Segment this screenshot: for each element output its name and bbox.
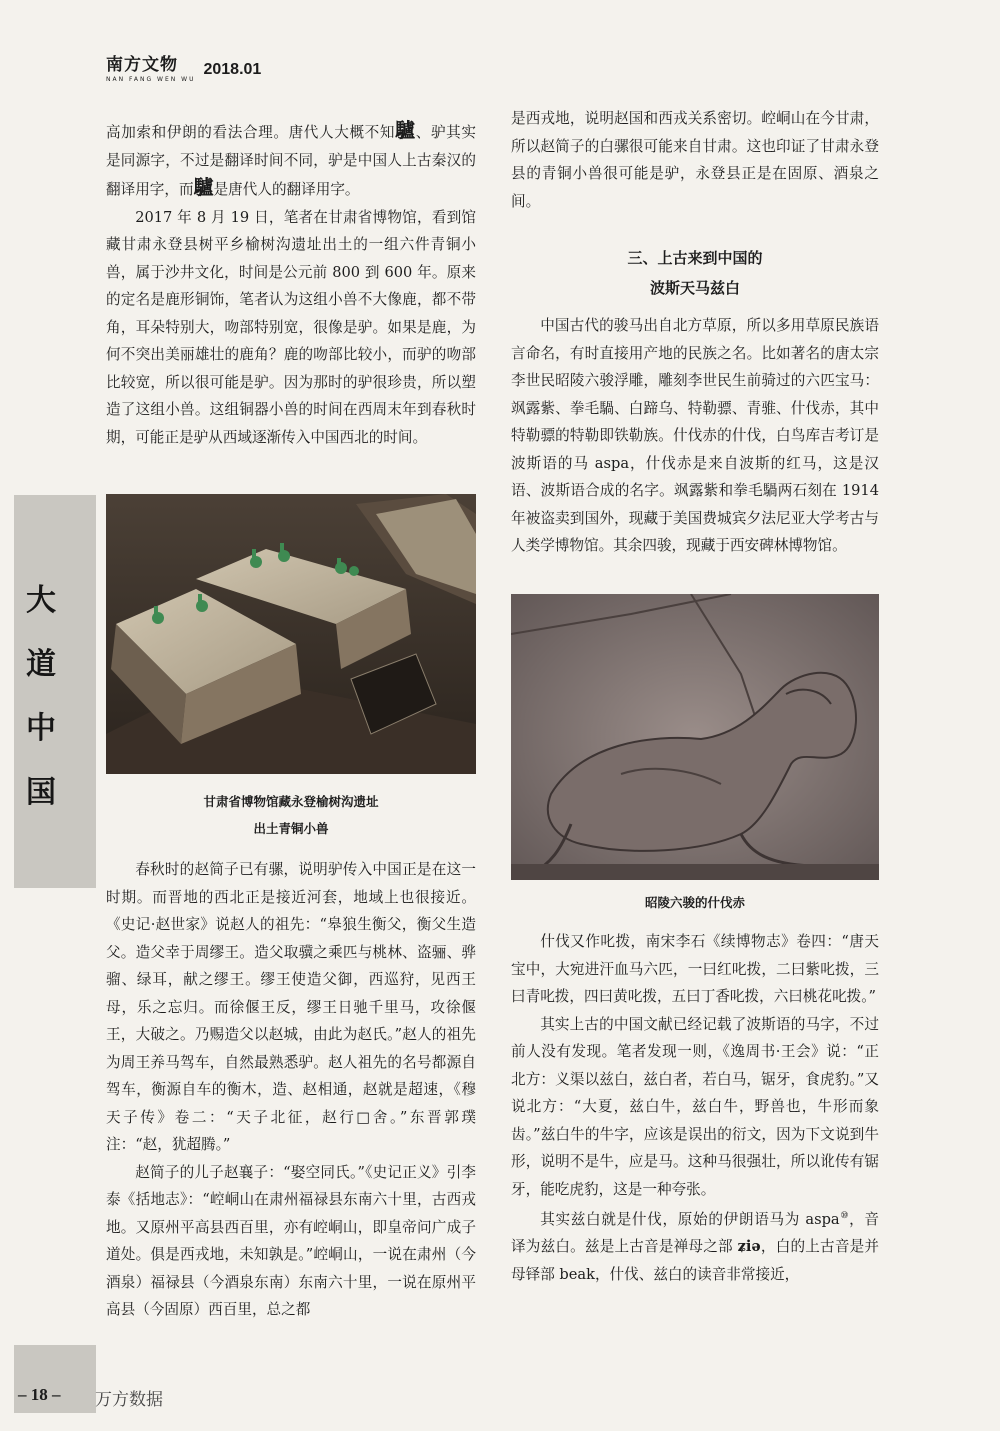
paragraph: 其实上古的中国文献已经记载了波斯语的马字，不过前人没有发现。笔者发现一则，《逸周书·王会》说：“正北方：义渠以兹白，兹白者，若白马，锯牙，食虎豹。”又说北方：“大夏，兹白牛，兹白牛，野兽也，牛形而象齿。”兹白牛的牛字，应该是误出的衍文，因为下文说到牛形，说明不是牛，应是马。这种马很强壮，所以讹传有锯牙，能吃虎豹，这是一种夸张。	[511, 1015, 879, 1198]
paragraph: 2017 年 8 月 19 日，笔者在甘肃省博物馆，看到馆藏甘肃永登县树平乡榆树沟遗址出土的一组六件青铜小兽，属于沙井文化，时间是公元前 800 到 600 年。原来的定名是鹿形铜饰，笔者认为这组小兽不大像鹿，都不带角，耳朵特别大，吻部特别宽，很像是驴。如果是鹿，为何不突出美丽雄壮的鹿角？鹿的吻部比较小，而驴的吻部比较宽，所以很可能是驴。因为那时的驴很珍贵，所以塑造了这组小兽。这组铜器小兽的时间在西周末年到春秋时期，可能正是驴从西域逐渐传入中国西北的时间。	[106, 208, 476, 446]
masthead	[106, 56, 261, 83]
journal-name-pinyin: NAN FANG WEN WU	[106, 76, 196, 83]
museum-display-photo	[106, 494, 476, 774]
journal-name: 南方文物	[106, 55, 178, 75]
paragraph: 高加索和伊朗的看法合理。唐代人大概不知驢、驴其实是同源字，不过是翻译时间不同，驴是中国人上古秦汉的翻译用字，而驢是唐代人的翻译用字。	[106, 118, 476, 199]
section-side-tab	[14, 495, 96, 888]
right-column-top	[511, 105, 879, 215]
paragraph: 是西戎地，说明赵国和西戎关系密切。崆峒山在今甘肃，所以赵简子的白骡很可能来自甘肃。这也印证了甘肃永登县的青铜小兽很可能是驴，永登县正是在固原、酒泉之间。	[511, 110, 879, 210]
photo-caption: 甘肃省博物馆藏永登榆树沟遗址 出土青铜小兽	[203, 794, 379, 836]
page-number: – 18 –	[18, 1385, 61, 1404]
section-heading: 三、上古来到中国的 波斯天马兹白	[627, 249, 763, 297]
side-tab-char: 中	[26, 711, 56, 746]
right-column-intro	[511, 312, 879, 560]
right-column-lower	[511, 928, 879, 1288]
paragraph: 春秋时的赵简子已有骡，说明驴传入中国正是在这一时期。而晋地的西北正是接近河套，地域上也很接近。《史记·赵世家》说赵人的祖先：“皋狼生衡父，衡父生造父。造父幸于周缪王。造父取骥之乘匹与桃林、盗骊、骅骝、绿耳，献之缪王。缪王使造父御，西巡狩，见西王母，乐之忘归。而徐偃王反，缪王日驰千里马，攻徐偃王，大破之。乃赐造父以赵城，由此为赵氏。”赵人的祖先为周王养马驾车，自然最熟悉驴。赵人祖先的名号都源自驾车，衡源自车的衡木，造、赵相通，赵就是超速，《穆天子传》卷二：“天子北征，赵行□舍。”东晋郭璞注：“赵，犹超腾。”	[106, 861, 476, 1153]
side-tab-char: 道	[26, 647, 56, 682]
phonetic-notation: ʑiə	[737, 1238, 761, 1256]
side-tab-char: 国	[26, 775, 56, 810]
left-column	[106, 117, 476, 451]
paragraph: 中国古代的骏马出自北方草原，所以多用草原民族语言命名，有时直接用产地的民族之名。比如著名的唐太宗李世民昭陵六骏浮雕，雕刻李世民生前骑过的六匹宝马：飒露紫、拳毛騧、白蹄乌、特勒骠、青骓、什伐赤，其中特勒骠的特勒即铁勒族。什伐赤的什伐，白鸟库吉考订是波斯语的马 aspa，什伐赤是来自波斯的红马，这是汉语、波斯语合成的名字。飒露紫和拳毛騧两石刻在 1914 年被盗卖到国外，现藏于美国费城宾夕法尼亚大学考古与人类学博物馆。其余四骏，现藏于西安碑林博物馆。	[511, 317, 879, 554]
paragraph: 赵简子的儿子赵襄子：“娶空同氏。”《史记正义》引李泰《括地志》：“崆峒山在肃州福禄县东南六十里，古西戎地。又原州平高县西百里，亦有崆峒山，即皇帝问广成子道处。俱是西戎地，未知孰是。”崆峒山，一说在肃州（今酒泉）福禄县（今酒泉东南）东南六十里，一说在原州平高县（今固原）西百里，总之都	[106, 1163, 476, 1318]
stone-relief-photo	[511, 594, 879, 880]
paragraph: 什伐又作叱拨，南宋李石《续博物志》卷四：“唐天宝中，大宛进汗血马六匹，一曰红叱拨，二曰紫叱拨，三曰青叱拨，四曰黄叱拨，五曰丁香叱拨，六曰桃花叱拨。”	[511, 933, 879, 1005]
side-tab-char: 大	[26, 583, 56, 618]
emphasized-char: 驢	[193, 175, 214, 199]
footnote-marker: ⑩	[839, 1211, 850, 1221]
issue-number: 2018.01	[203, 61, 262, 78]
database-watermark: 万方数据	[95, 1390, 163, 1410]
photo-caption: 昭陵六骏的什伐赤	[644, 895, 745, 910]
brand-block	[106, 56, 195, 83]
left-column-lower	[106, 856, 476, 1324]
paragraph: 其实兹白就是什伐，原始的伊朗语马为 aspa⑩，音译为兹白。兹是上古音是禅母之部 ʑiə，白的上古音是并母铎部 beak，什伐、兹白的读音非常接近，	[511, 1210, 879, 1283]
emphasized-char: 驢	[395, 118, 416, 142]
